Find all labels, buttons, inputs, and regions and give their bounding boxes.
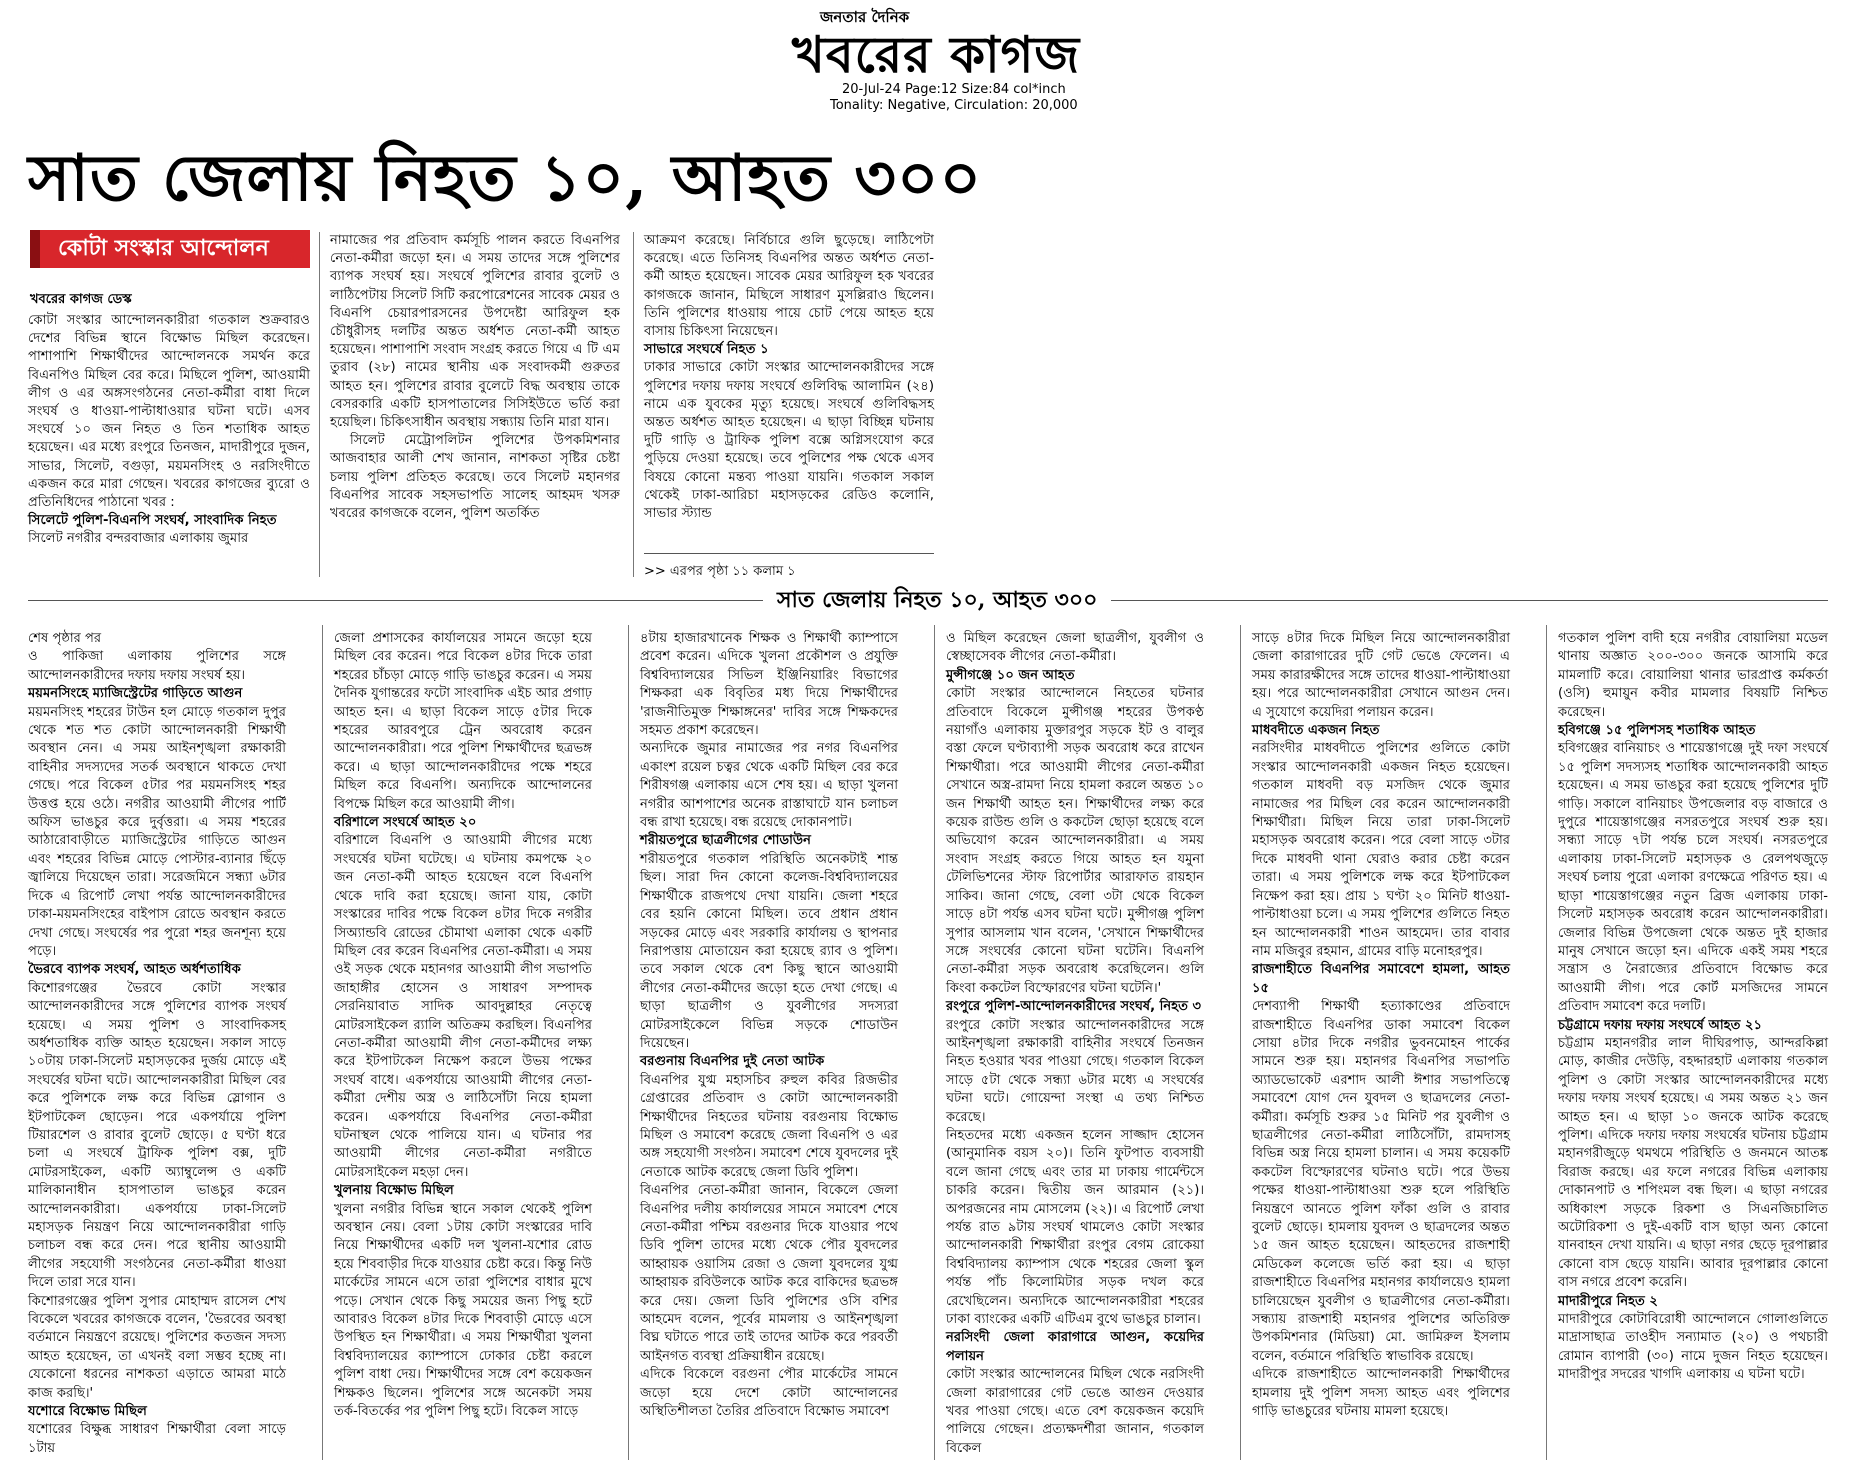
column-divider <box>319 232 320 577</box>
subhead: রাজশাহীতে বিএনপির সমাবেশে হামলা, আহত ১৫ <box>1252 962 1510 996</box>
paragraph: আক্রমণ করেছে। নির্বিচারে গুলি ছুড়েছে। লাঠিপেটা করেছে। এতে তিনিসহ বিএনপির অন্তত অর্ধশত নেতা-কর্মী আহত হয়েছেন। সাবেক মেয়র আরিফুল হক খবরের কাগজকে জানান, মিছিলে সাধারণ মুসল্লিরাও ছিলেন। তিনি পুলিশের ধাওয়ায় পায়ে চোট পেয়ে আহত হয়ে বাসায় চিকিৎসা নিয়েছেন। <box>644 233 934 340</box>
paragraph: ঢাকার সাভারে কোটা সংস্কার আন্দোলনকারীদের সঙ্গে পুলিশের দফায় দফায় সংঘর্ষে গুলিবিদ্ধ আলামিন (২৪) নামে এক যুবকের মৃত্যু হয়েছে। সংঘর্ষে গুলিবিদ্ধসহ অন্তত অর্ধশত আহত হয়েছেন। এ ছাড়া বিচ্ছিন্ন ঘটনায় দুটি গাড়ি ও ট্রাফিক পুলিশ বক্সে অগ্নিসংযোগ করে পুড়িয়ে দেওয়া হয়েছে। তবে পুলিশের পক্ষ থেকে এসব বিষয়ে কোনো মন্তব্য পাওয়া যায়নি। গতকাল সকাল থেকেই ঢাকা-আরিচা মহাসড়কের রেডিও কলোনি, সাভার স্ট্যান্ড <box>644 360 934 522</box>
top-column-3 <box>644 232 934 523</box>
continuation-headline: সাত জেলায় নিহত ১০, আহত ৩০০ <box>763 588 1111 612</box>
paragraph: জেলা প্রশাসকের কার্যালয়ের সামনে জড়ো হয়ে মিছিল বের করেন। পরে বিকেল ৪টার দিকে তারা শহরের চাঁচড়া মোড়ে গাড়ি ভাঙচুর করেন। এ সময় দৈনিক যুগান্তরের ফটো সাংবাদিক এইচ আর প্রগাঢ় আহত হন। এ ছাড়া বিকেল সাড়ে ৫টার দিকে শহরের আরবপুরে ট্রেন অবরোধ করেন আন্দোলনকারীরা। পরে পুলিশ শিক্ষার্থীদের ছত্রভঙ্গ করে। এ ছাড়া আন্দোলনকারীদের পক্ষে শহরে মিছিল করে বিএনপি। অন্যদিকে আন্দোলনের বিপক্ষে মিছিল করে আওয়ামী লীগ। <box>334 631 592 812</box>
paragraph: সাড়ে ৪টার দিকে মিছিল নিয়ে আন্দোলনকারীরা জেলা কারাগারের দুটি গেট ভেঙে ফেলেন। এ সময় কারারক্ষীদের সঙ্গে তাদের ধাওয়া-পাল্টাধাওয়া হয়। পরে আন্দোলনকারীরা সেখানে আগুন দেন। এ সুযোগে কয়েদিরা পলায়ন করেন। <box>1252 631 1510 720</box>
subhead: নরসিংদী জেলা কারাগারে আগুন, কয়েদির পলায়ন <box>946 1330 1204 1364</box>
top-column-2 <box>330 232 620 523</box>
paragraph: বরিশালে বিএনপি ও আওয়ামী লীগের মধ্যে সংঘর্ষের ঘটনা ঘটেছে। এ ঘটনায় কমপক্ষে ২০ জন নেতা-কর্মী আহত হয়েছেন বলে বিএনপি থেকে দাবি করা হয়েছে। জানা যায়, কোটা সংস্কারের দাবির পক্ষে বিকেল ৪টার দিকে নগরীর সিঅ্যান্ডবি রোডের চৌমাথা এলাকা থেকে একটি মিছিল বের করেন বিএনপির নেতা-কর্মীরা। এ সময় ওই সড়ক থেকে মহানগর আওয়ামী লীগ সভাপতি জাহাঙ্গীর হোসেন ও সাধারণ সম্পাদক সেরনিয়াবাত সাদিক আবদুল্লাহর নেতৃত্বে মোটরসাইকেল র‍্যালি অতিক্রম করছিল। বিএনপির নেতা-কর্মীরা আওয়ামী লীগ নেতা-কর্মীদের লক্ষ্য করে ইটপাটকেল নিক্ষেপ করলে উভয় পক্ষের সংঘর্ষ বাধে। একপর্যায়ে আওয়ামী লীগের নেতা-কর্মীরা দেশীয় অস্ত্র ও লাঠিসোঁটা নিয়ে হামলা করেন। একপর্যায়ে বিএনপির নেতা-কর্মীরা ঘটনাস্থল থেকে পালিয়ে যান। এ ঘটনার পর আওয়ামী লীগের নেতা-কর্মীরা নগরীতে মোটরসাইকেল মহড়া দেন। <box>334 833 592 1180</box>
lower-column-1 <box>28 630 286 1458</box>
paragraph: বিএনপির নেতা-কর্মীরা জানান, বিকেলে জেলা বিএনপির দলীয় কার্যালয়ের সামনে সমাবেশ শেষে নেতা-কর্মীরা পশ্চিম বরগুনার দিকে যাওয়ার পথে ডিবি পুলিশ তাদের মধ্যে থেকে পৌর যুবদলের আহ্বায়ক ওয়াসিম রেজা ও জেলা যুবদলের যুগ্ম আহ্বায়ক রবিউলকে আটক করে বাকিদের ছত্রভঙ্গ করে দেয়। জেলা ডিবি পুলিশের ওসি বশির আহমেদ বলেন, পূর্বের মামলায় ও আইনশৃঙ্খলা বিঘ্ন ঘটাতে পারে তাই তাদের আটক করে পরবর্তী আইনগত ব্যবস্থা প্রক্রিয়াধীন রয়েছে। <box>640 1183 898 1364</box>
column-divider <box>322 625 323 1460</box>
continuation-band <box>28 588 1828 614</box>
paragraph: নামাজের পর প্রতিবাদ কর্মসূচি পালন করতে বিএনপির নেতা-কর্মীরা জড়ো হন। এ সময় তাদের সঙ্গে পুলিশের ব্যাপক সংঘর্ষ হয়। সংঘর্ষে পুলিশের রাবার বুলেট ও লাঠিপেটায় সিলেট সিটি করপোরেশনের সাবেক মেয়র ও বিএনপি চেয়ারপারসনের উপদেষ্টা আরিফুল হক চৌধুরীসহ দলটির অন্তত অর্ধশত নেতা-কর্মী আহত হয়েছেন। পাশাপাশি সংবাদ সংগ্রহ করতে গিয়ে এ টি এম তুরাব (২৮) নামের স্থানীয় এক সংবাদকর্মী গুরুতর আহত হন। পুলিশের রাবার বুলেটে বিদ্ধ অবস্থায় তাকে বেসরকারি একটি হাসপাতালের সিসিইউতে ভর্তি করা হয়েছিল। চিকিৎসাধীন অবস্থায় সন্ধ্যায় তিনি মারা যান। <box>330 233 620 431</box>
paragraph: বিএনপির যুগ্ম মহাসচিব রুহুল কবির রিজভীর গ্রেপ্তারের প্রতিবাদ ও কোটা আন্দোলনকারী শিক্ষার্থীদের নিহতের ঘটনায় বরগুনায় বিক্ষোভ মিছিল ও সমাবেশ করেছে জেলা বিএনপি ও এর অঙ্গ সহযোগী সংগঠন। সমাবেশ শেষে যুবদলের দুই নেতাকে আটক করেছে জেলা ডিবি পুলিশ। <box>640 1072 898 1180</box>
paragraph: দেশব্যাপী শিক্ষার্থী হত্যাকাণ্ডের প্রতিবাদে রাজশাহীতে বিএনপির ডাকা সমাবেশ বিকেল সোয়া ৪টার দিকে নগরীর ভুবনমোহন পার্কের সামনে শুরু হয়। মহানগর বিএনপির সভাপতি অ্যাডভোকেট এরশাদ আলী ঈশার সভাপতিত্বে সমাবেশে যোগ দেন যুবদল ও ছাত্রদলের নেতা-কর্মীরা। কর্মসূচি শুরুর ১৫ মিনিট পর যুবলীগ ও ছাত্রলীগের নেতা-কর্মীরা লাঠিসোঁটা, রামদাসহ বিভিন্ন অস্ত্র নিয়ে হামলা চালান। এ সময় কয়েকটি ককটেল বিস্ফোরণের ঘটনাও ঘটে। পরে উভয় পক্ষের ধাওয়া-পাল্টাধাওয়া শুরু হলে পরিস্থিতি নিয়ন্ত্রণে আনতে পুলিশ ফাঁকা গুলি ও রাবার বুলেট ছোড়ে। হামলায় যুবদল ও ছাত্রদলের অন্তত ১৫ জন আহত হয়েছেন। আহতদের রাজশাহী মেডিকেল কলেজে ভর্তি করা হয়। এ ছাড়া রাজশাহীতে বিএনপির মহানগর কার্যালয়েও হামলা চালিয়েছেন যুবলীগ ও ছাত্রলীগের নেতা-কর্মীরা। সন্ধ্যায় রাজশাহী মহানগর পুলিশের অতিরিক্ত উপকমিশনার (মিডিয়া) মো. জামিরুল ইসলাম বলেন, বর্তমানে পরিস্থিতি স্বাভাবিক রয়েছে। <box>1252 999 1510 1364</box>
subhead: চট্টগ্রামে দফায় দফায় সংঘর্ষে আহত ২১ <box>1558 1017 1763 1033</box>
subhead: হবিগঞ্জে ১৫ পুলিশসহ শতাধিক আহত <box>1558 723 1756 739</box>
divider <box>644 553 934 554</box>
subhead: যশোরে বিক্ষোভ মিছিল <box>28 1404 147 1420</box>
paragraph: শেষ পৃষ্ঠার পর <box>28 631 102 646</box>
lower-column-4 <box>946 630 1204 1458</box>
subhead: ময়মনসিংহে ম্যাজিস্ট্রেটের গাড়িতে আগুন <box>28 686 243 702</box>
paragraph: ও পাকিজা এলাকায় পুলিশের সঙ্গে আন্দোলনকারীদের দফায় দফায় সংঘর্ষ হয়। <box>28 649 286 683</box>
subhead: মাদারীপুরে নিহত ২ <box>1558 1293 1658 1309</box>
continuation-note: >> এরপর পৃষ্ঠা ১১ কলাম ১ <box>644 564 796 579</box>
paragraph: কিশোরগঞ্জের পুলিশ সুপার মোহাম্মদ রাসেল শেখ বিকেলে খবরের কাগজকে বলেন, 'ভৈরবের অবস্থা বর্তমানে নিয়ন্ত্রণে রয়েছে। পুলিশের কতজন সদস্য আহত হয়েছেন, তা এখনই বলা সম্ভব হচ্ছে না। যেকোনো ধরনের নাশকতা এড়াতে আমরা মাঠে কাজ করছি।' <box>28 1293 286 1401</box>
subhead: ভৈরবে ব্যাপক সংঘর্ষ, আহত অর্ধশতাধিক <box>28 962 241 978</box>
subhead: মাধবদীতে একজন নিহত <box>1252 723 1380 739</box>
paragraph: ৪টায় হাজারখানেক শিক্ষক ও শিক্ষার্থী ক্যাম্পাসে প্রবেশ করেন। এদিকে খুলনা প্রকৌশল ও প্রযুক্তি বিশ্ববিদ্যালয়ের সিভিল ইঞ্জিনিয়ারিং বিভাগের শিক্ষকরা এক বিবৃতির মধ্য দিয়ে শিক্ষার্থীদের 'রাজনীতিমুক্ত শিক্ষাঙ্গনের' দাবির সঙ্গে শিক্ষকদের সহমত প্রকাশ করেছেন। <box>640 631 898 739</box>
paragraph: এদিকে বিকেলে বরগুনা পৌর মার্কেটের সামনে জড়ো হয়ে দেশে কোটা আন্দোলনের অস্থিতিশীলতা তৈরির প্রতিবাদে বিক্ষোভ সমাবেশ <box>640 1367 898 1420</box>
subhead: সাভারে সংঘর্ষে নিহত ১ <box>644 342 769 358</box>
column-divider <box>1240 625 1241 1460</box>
column-divider <box>1546 625 1547 1460</box>
subhead: রংপুরে পুলিশ-আন্দোলনকারীদের সংঘর্ষ, নিহত ৩ <box>946 999 1201 1015</box>
paragraph: সিলেট মেট্রোপলিটন পুলিশের উপকমিশনার আজবাহার আলী শেখ জানান, নাশকতা সৃষ্টির চেষ্টা চলায় পুলিশ প্রতিহত করেছে। তবে সিলেট মহানগর বিএনপির সাবেক সহসভাপতি সালেহ আহমদ খসরু খবরের কাগজকে বলেন, পুলিশ অতর্কিত <box>330 433 620 522</box>
subhead: বরিশালে সংঘর্ষে আহত ২০ <box>334 815 477 831</box>
lower-column-2 <box>334 630 592 1421</box>
masthead <box>0 0 1854 118</box>
subhead: শরীয়তপুরে ছাত্রলীগের শোডাউন <box>640 833 811 849</box>
paragraph: কোটা সংস্কার আন্দোলনকারীরা গতকাল শুক্রবারও দেশের বিভিন্ন স্থানে বিক্ষোভ মিছিল করেছেন। পাশাপাশি শিক্ষার্থীদের আন্দোলনকে সমর্থন করে বিএনপিও মিছিল বের করে। মিছিলে পুলিশ, আওয়ামী লীগ ও এর অঙ্গসংগঠনের নেতা-কর্মীরা বাধা দিলে সংঘর্ষ ও ধাওয়া-পাল্টাধাওয়ার ঘটনা ঘটে। এসব সংঘর্ষে ১০ জন নিহত ও তিন শতাধিক আহত হয়েছেন। এর মধ্যে রংপুরে তিনজন, মাদারীপুরে দুজন, সাভার, সিলেট, বগুড়া, ময়মনসিংহ ও নরসিংদীতে একজন করে মারা গেছেন। খবরের কাগজের ব্যুরো ও প্রতিনিধিদের পাঠানো খবর : <box>28 313 310 511</box>
paragraph: হবিগঞ্জের বানিয়াচং ও শায়েস্তাগঞ্জে দুই দফা সংঘর্ষে ১৫ পুলিশ সদস্যসহ শতাধিক আন্দোলনকারী আহত হয়েছেন। এ সময় ভাঙচুর করা হয়েছে পুলিশের দুটি গাড়ি। সকালে বানিয়াচং উপজেলার বড় বাজারে ও দুপুরে শায়েস্তাগঞ্জের নসরতপুরে সংঘর্ষ শুরু হয়। সন্ধ্যা সাড়ে ৭টা পর্যন্ত চলে সংঘর্ষ। নসরতপুরে এলাকায় ঢাকা-সিলেট মহাসড়ক ও রেলপথজুড়ে সংঘর্ষ চলায় পুরো এলাকা রণক্ষেত্রে পরিণত হয়। এ ছাড়া শায়েস্তাগঞ্জের নতুন ব্রিজ এলাকায় ঢাকা-সিলেট মহাসড়ক অবরোধ করেন আন্দোলনকারীরা। জেলার বিভিন্ন উপজেলা থেকে অন্তত দুই হাজার মানুষ সেখানে জড়ো হন। এদিকে একই সময় শহরে সন্ত্রাস ও নৈরাজ্যের প্রতিবাদে বিক্ষোভ করে আওয়ামী লীগ। পরে কোর্ট মসজিদের সামনে প্রতিবাদ সমাবেশ করে দলটি। <box>1558 741 1828 1015</box>
paragraph: নিহতদের মধ্যে একজন হলেন সাজ্জাদ হোসেন (আনুমানিক বয়স ২০)। তিনি ফুটপাত ব্যবসায়ী বলে জানা গেছে এবং তার মা ঢাকায় গার্মেন্টসে চাকরি করেন। দ্বিতীয় জন আরমান (২১)। অপরজনের নাম মোসলেম (২২)। এ রিপোর্ট লেখা পর্যন্ত রাত ৯টায় সংঘর্ষ থামলেও কোটা সংস্কার আন্দোলনকারী শিক্ষার্থীরা রংপুর বেগম রোকেয়া বিশ্ববিদ্যালয় ক্যাম্পাস থেকে শহরের জেলা স্কুল পর্যন্ত পাঁচ কিলোমিটার সড়ক দখল করে রেখেছিলেন। অন্যদিকে আন্দোলনকারীরা শহরের ঢাকা ব্যাংকের একটি এটিএম বুথে ভাঙচুর চালান। <box>946 1127 1204 1328</box>
subhead: খুলনায় বিক্ষোভ মিছিল <box>334 1183 454 1199</box>
main-headline: সাত জেলায় নিহত ১০, আহত ৩০০ <box>28 141 983 216</box>
paragraph: চট্টগ্রাম মহানগরীর লাল দীঘিরপাড়, আন্দরকিল্লা মোড়, কাজীর দেউড়ি, বহদ্দারহাট এলাকায় গতকাল পুলিশ ও কোটা সংস্কার আন্দোলনকারীদের মধ্যে দফায় দফায় সংঘর্ষ হয়েছে। এ সময় অন্তত ২১ জন আহত হন। এ ছাড়া ১০ জনকে আটক করেছে পুলিশ। এদিকে দফায় দফায় সংঘর্ষের ঘটনায় চট্টগ্রাম মহানগরীজুড়ে থমথমে পরিস্থিতি ও জনমনে আতঙ্ক বিরাজ করছে। এর ফলে নগরের বিভিন্ন এলাকায় দোকানপাট ও শপিংমল বন্ধ ছিল। এ ছাড়া নগরের অধিকাংশ সড়কে রিকশা ও সিএনজিচালিত অটোরিকশা ও দুই-একটি বাস ছাড়া অন্য কোনো যানবাহন দেখা যায়নি। এ ছাড়া নগর ছেড়ে দূরপাল্লার কোনো বাস ছেড়ে যায়নি। আবার দূরপাল্লার কোনো বাস নগরে প্রবেশ করেনি। <box>1558 1035 1828 1291</box>
paragraph: রংপুরে কোটা সংস্কার আন্দোলনকারীদের সঙ্গে আইনশৃঙ্খলা রক্ষাকারী বাহিনীর সংঘর্ষে তিনজন নিহত হওয়ার খবর পাওয়া গেছে। গতকাল বিকেল সাড়ে ৫টা থেকে সন্ধ্যা ৬টার মধ্যে এ সংঘর্ষের ঘটনা ঘটে। গোয়েন্দা সংস্থা এ তথ্য নিশ্চিত করেছে। <box>946 1017 1204 1125</box>
lower-column-6 <box>1558 630 1828 1385</box>
paragraph: শরীয়তপুরে গতকাল পরিস্থিতি অনেকটাই শান্ত ছিল। সারা দিন কোনো কলেজ-বিশ্ববিদ্যালয়ের শিক্ষার্থীকে রাজপথে দেখা যায়নি। জেলা শহরে বের হয়নি কোনো মিছিল। তবে প্রধান প্রধান সড়কের মোড়ে এবং সরকারি কার্যালয় ও স্থাপনার নিরাপত্তায় মোতায়েন করা হয়েছে র‍্যাব ও পুলিশ। তবে সকাল থেকে বেশ কিছু স্থানে আওয়ামী লীগের নেতা-কর্মীদের জড়ো হতে দেখা গেছে। এ ছাড়া ছাত্রলীগ ও যুবলীগের সদস্যরা মোটরসাইকেলে বিভিন্ন সড়কে শোডাউন দিয়েছেন। <box>640 851 898 1051</box>
paragraph: খুলনা নগরীর বিভিন্ন স্থানে সকাল থেকেই পুলিশ অবস্থান নেয়। বেলা ১টায় কোটা সংস্কারের দাবি নিয়ে শিক্ষার্থীদের একটি দল খুলনা-যশোর রোড হয়ে শিববাড়ীর দিকে যাওয়ার চেষ্টা করে। কিন্তু নিউ মার্কেটের সামনে এসে তারা পুলিশের বাধার মুখে পড়ে। সেখান থেকে কিছু সময়ের জন্য পিছু হটে আবারও বিকেল ৪টার দিকে শিববাড়ী মোড়ে এসে উপস্থিত হন শিক্ষার্থীরা। এ সময় শিক্ষার্থীরা খুলনা বিশ্ববিদ্যালয়ের ক্যাম্পাসে ঢোকার চেষ্টা করলে পুলিশ বাধা দেয়। শিক্ষার্থীদের সঙ্গে বেশ কয়েকজন শিক্ষকও ছিলেন। পুলিশের সঙ্গে অনেকটা সময় তর্ক-বিতর্কের পর পুলিশ পিছু হটে। বিকেল সাড়ে <box>334 1201 592 1420</box>
subhead: সিলেটে পুলিশ-বিএনপি সংঘর্ষ, সাংবাদিক নিহত <box>28 513 277 529</box>
subhead: মুন্সীগঞ্জে ১০ জন আহত <box>946 667 1075 683</box>
paragraph: কোটা সংস্কার আন্দোলনের মিছিল থেকে নরসিংদী জেলা কারাগারের গেট ভেঙে আগুন দেওয়ার খবর পাওয়া গেছে। এতে বেশ কয়েকজন কয়েদি পালিয়ে গেছেন। প্রত্যক্ষদর্শীরা জানান, গতকাল বিকেল <box>946 1367 1204 1456</box>
clipping-info-line1: 20-Jul-24 Page:12 Size:84 col*inch <box>841 82 1066 97</box>
column-divider <box>633 232 634 577</box>
paragraph: নরসিংদীর মাধবদীতে পুলিশের গুলিতে কোটা সংস্কার আন্দোলনকারী একজন নিহত হয়েছেন। গতকাল মাধবদী বড় মসজিদ থেকে জুমার নামাজের পর মিছিল বের করেন আন্দোলনকারী শিক্ষার্থীরা। মিছিল নিয়ে তারা ঢাকা-সিলেট মহাসড়ক অবরোধ করেন। পরে বেলা সাড়ে ৩টার দিকে মাধবদী থানা ঘেরাও করার চেষ্টা করেন তারা। এ সময় পুলিশকে লক্ষ করে ইটপাটকেল নিক্ষেপ করা হয়। প্রায় ১ ঘণ্টা ২০ মিনিট ধাওয়া-পাল্টাধাওয়া চলে। এ সময় পুলিশের গুলিতে নিহত হন আন্দোলনকারী শাওন আহমেদ। তার বাবার নাম মজিবুর রহমান, গ্রামের বাড়ি মনোহরপুর। <box>1252 741 1510 959</box>
column-divider <box>628 625 629 1460</box>
subhead: বরগুনায় বিএনপির দুই নেতা আটক <box>640 1054 825 1070</box>
paragraph: গতকাল পুলিশ বাদী হয়ে নগরীর বোয়ালিয়া মডেল থানায় অজ্ঞাত ২০০-৩০০ জনকে আসামি করে মামলাটি করে। বোয়ালিয়া থানার ভারপ্রাপ্ত কর্মকর্তা (ওসি) হুমায়ুন কবীর মামলার বিষয়টি নিশ্চিত করেছেন। <box>1558 631 1828 720</box>
paragraph: সিলেট নগরীর বন্দরবাজার এলাকায় জুমার <box>28 531 249 547</box>
paragraph: যশোরের বিক্ষুব্ধ সাধারণ শিক্ষার্থীরা বেলা সাড়ে ১টায় <box>28 1422 286 1456</box>
paragraph: অন্যদিকে জুমার নামাজের পর নগর বিএনপির একাংশ রয়েল চত্বর থেকে একটি মিছিল বের করে শিরীষগঞ্জ এলাকায় এসে শেষ হয়। এ ছাড়া খুলনা নগরীর আশপাশের অনেক রাস্তাঘাটে যান চলাচল বন্ধ রাখা হয়েছে। বন্ধ রয়েছে দোকানপাট। <box>640 741 898 831</box>
paragraph: এদিকে রাজশাহীতে আন্দোলনকারী শিক্ষার্থীদের হামলায় দুই পুলিশ সদস্য আহত এবং পুলিশের গাড়ি ভাঙচুরের ঘটনায় মামলা হয়েছে। <box>1252 1367 1510 1420</box>
top-column-1 <box>28 312 310 549</box>
paragraph: মাদারীপুরে কোটাবিরোধী আন্দোলনে গোলাগুলিতে মাদ্রাসাছাত্র তাওহীদ সন্যামাত (২০) ও পথচারী রোমান ব্যাপারী (৩০) নামে দুজন নিহত হয়েছেন। মাদারীপুর সদরের খাগদি এলাকায় এ ঘটনা ঘটে। <box>1558 1312 1828 1383</box>
paragraph: ও মিছিল করেছেন জেলা ছাত্রলীগ, যুবলীগ ও স্বেচ্ছাসেবক লীগের নেতা-কর্মীরা। <box>946 631 1204 665</box>
lower-column-5 <box>1252 630 1510 1421</box>
clipping-info-line2: Tonality: Negative, Circulation: 20,000 <box>830 98 1078 113</box>
section-badge: কোটা সংস্কার আন্দোলন <box>30 230 310 268</box>
paragraph: কোটা সংস্কার আন্দোলনে নিহতের ঘটনার প্রতিবাদে বিকেলে মুন্সীগঞ্জ শহরের উপকণ্ঠ নয়াগাঁও এলাকায় মুক্তারপুর সড়কে ইট ও বালুর বস্তা ফেলে ঘণ্টাব্যাপী সড়ক অবরোধ করে রাখেন শিক্ষার্থীরা। পরে আওয়ামী লীগের নেতা-কর্মীরা সেখানে অস্ত্র-রামদা নিয়ে হামলা করলে অন্তত ১০ জন শিক্ষার্থী আহত হন। শিক্ষার্থীদের লক্ষ্য করে কয়েক রাউন্ড গুলি ও ককটেল ছোড়া হয়েছে বলে অভিযোগ করেন আন্দোলনকারীরা। এ সময় সংবাদ সংগ্রহ করতে গিয়ে আহত হন যমুনা টেলিভিশনের স্টাফ রিপোর্টার আরাফাত রায়হান সাকিব। জানা গেছে, বেলা ৩টা থেকে বিকেল সাড়ে ৪টা পর্যন্ত এসব ঘটনা ঘটে। মুন্সীগঞ্জ পুলিশ সুপার আসলাম খান বলেন, 'সেখানে শিক্ষার্থীদের সঙ্গে সংঘর্ষের কোনো ঘটনা ঘটেনি। বিএনপি নেতা-কর্মীরা সড়ক অবরোধ করেছিলেন। গুলি কিংবা ককটেল বিস্ফোরণের ঘটনা ঘটেনি।' <box>946 686 1204 996</box>
masthead-name: খবরের কাগজ <box>792 25 1081 84</box>
paragraph: কিশোরগঞ্জের ভৈরবে কোটা সংস্কার আন্দোলনকারীদের সঙ্গে পুলিশের ব্যাপক সংঘর্ষ হয়েছে। এ সময় পুলিশ ও সাংবাদিকসহ অর্ধশতাধিক ব্যক্তি আহত হয়েছেন। সকাল সাড়ে ১০টায় ঢাকা-সিলেট মহাসড়কের দুর্জয় মোড়ে এই সংঘর্ষের ঘটনা ঘটে। আন্দোলনকারীরা মিছিল বের করে পুলিশকে লক্ষ করে বিভিন্ন স্লোগান ও ইটপাটকেল ছোড়েন। পরে একপর্যায়ে পুলিশ টিয়ারশেল ও রাবার বুলেট ছোড়ে। ৫ ঘণ্টা ধরে চলা এ সংঘর্ষে ট্রাফিক পুলিশ বক্স, দুটি মোটরসাইকেল, একটি অ্যাম্বুলেন্স ও একটি মালিকানাধীন হাসপাতাল ভাঙচুর করেন আন্দোলনকারীরা। একপর্যায়ে ঢাকা-সিলেট মহাসড়ক নিয়ন্ত্রণ নিয়ে আন্দোলনকারীরা গাড়ি চলাচল বন্ধ করে দেন। পরে স্থানীয় আওয়ামী লীগের সহযোগী সংগঠনের নেতা-কর্মীরা ধাওয়া দিলে তারা সরে যান। <box>28 980 286 1291</box>
masthead-tagline: জনতার দৈনিক <box>820 8 910 26</box>
clipping-info <box>830 82 1078 114</box>
lower-column-3 <box>640 630 898 1421</box>
paragraph: ময়মনসিংহ শহরের টাউন হল মোড়ে গতকাল দুপুর থেকে শত শত কোটা আন্দোলনকারী শিক্ষার্থী অবস্থান নেন। এ সময় আইনশৃঙ্খলা রক্ষাকারী বাহিনীর সদস্যদের সতর্ক অবস্থানে থাকতে দেখা গেছে। পরে বিকেল ৫টার পর ময়মনসিংহ শহর উত্তপ্ত হয়ে ওঠে। নগরীর আওয়ামী লীগের পার্টি অফিস ভাঙচুর করে দুর্বৃত্তরা। এ সময় শহরের আঠারোবাড়ীতে ম্যাজিস্ট্রেটের গাড়িতে আগুন এবং শহরের বিভিন্ন মোড়ে পোস্টার-ব্যানার ছিঁড়ে জ্বালিয়ে দিয়েছেন তারা। সরেজমিনে সন্ধ্যা ৬টার দিকে এ রিপোর্ট লেখা পর্যন্ত আন্দোলনকারীদের ঢাকা-ময়মনসিংহের বাইপাস রোডে অবস্থান করতে দেখা গেছে। সংঘর্ষের পর পুরো শহর জনশূন্য হয়ে পড়ে। <box>28 704 286 959</box>
column-divider <box>934 625 935 1460</box>
byline: খবরের কাগজ ডেস্ক <box>30 292 132 307</box>
